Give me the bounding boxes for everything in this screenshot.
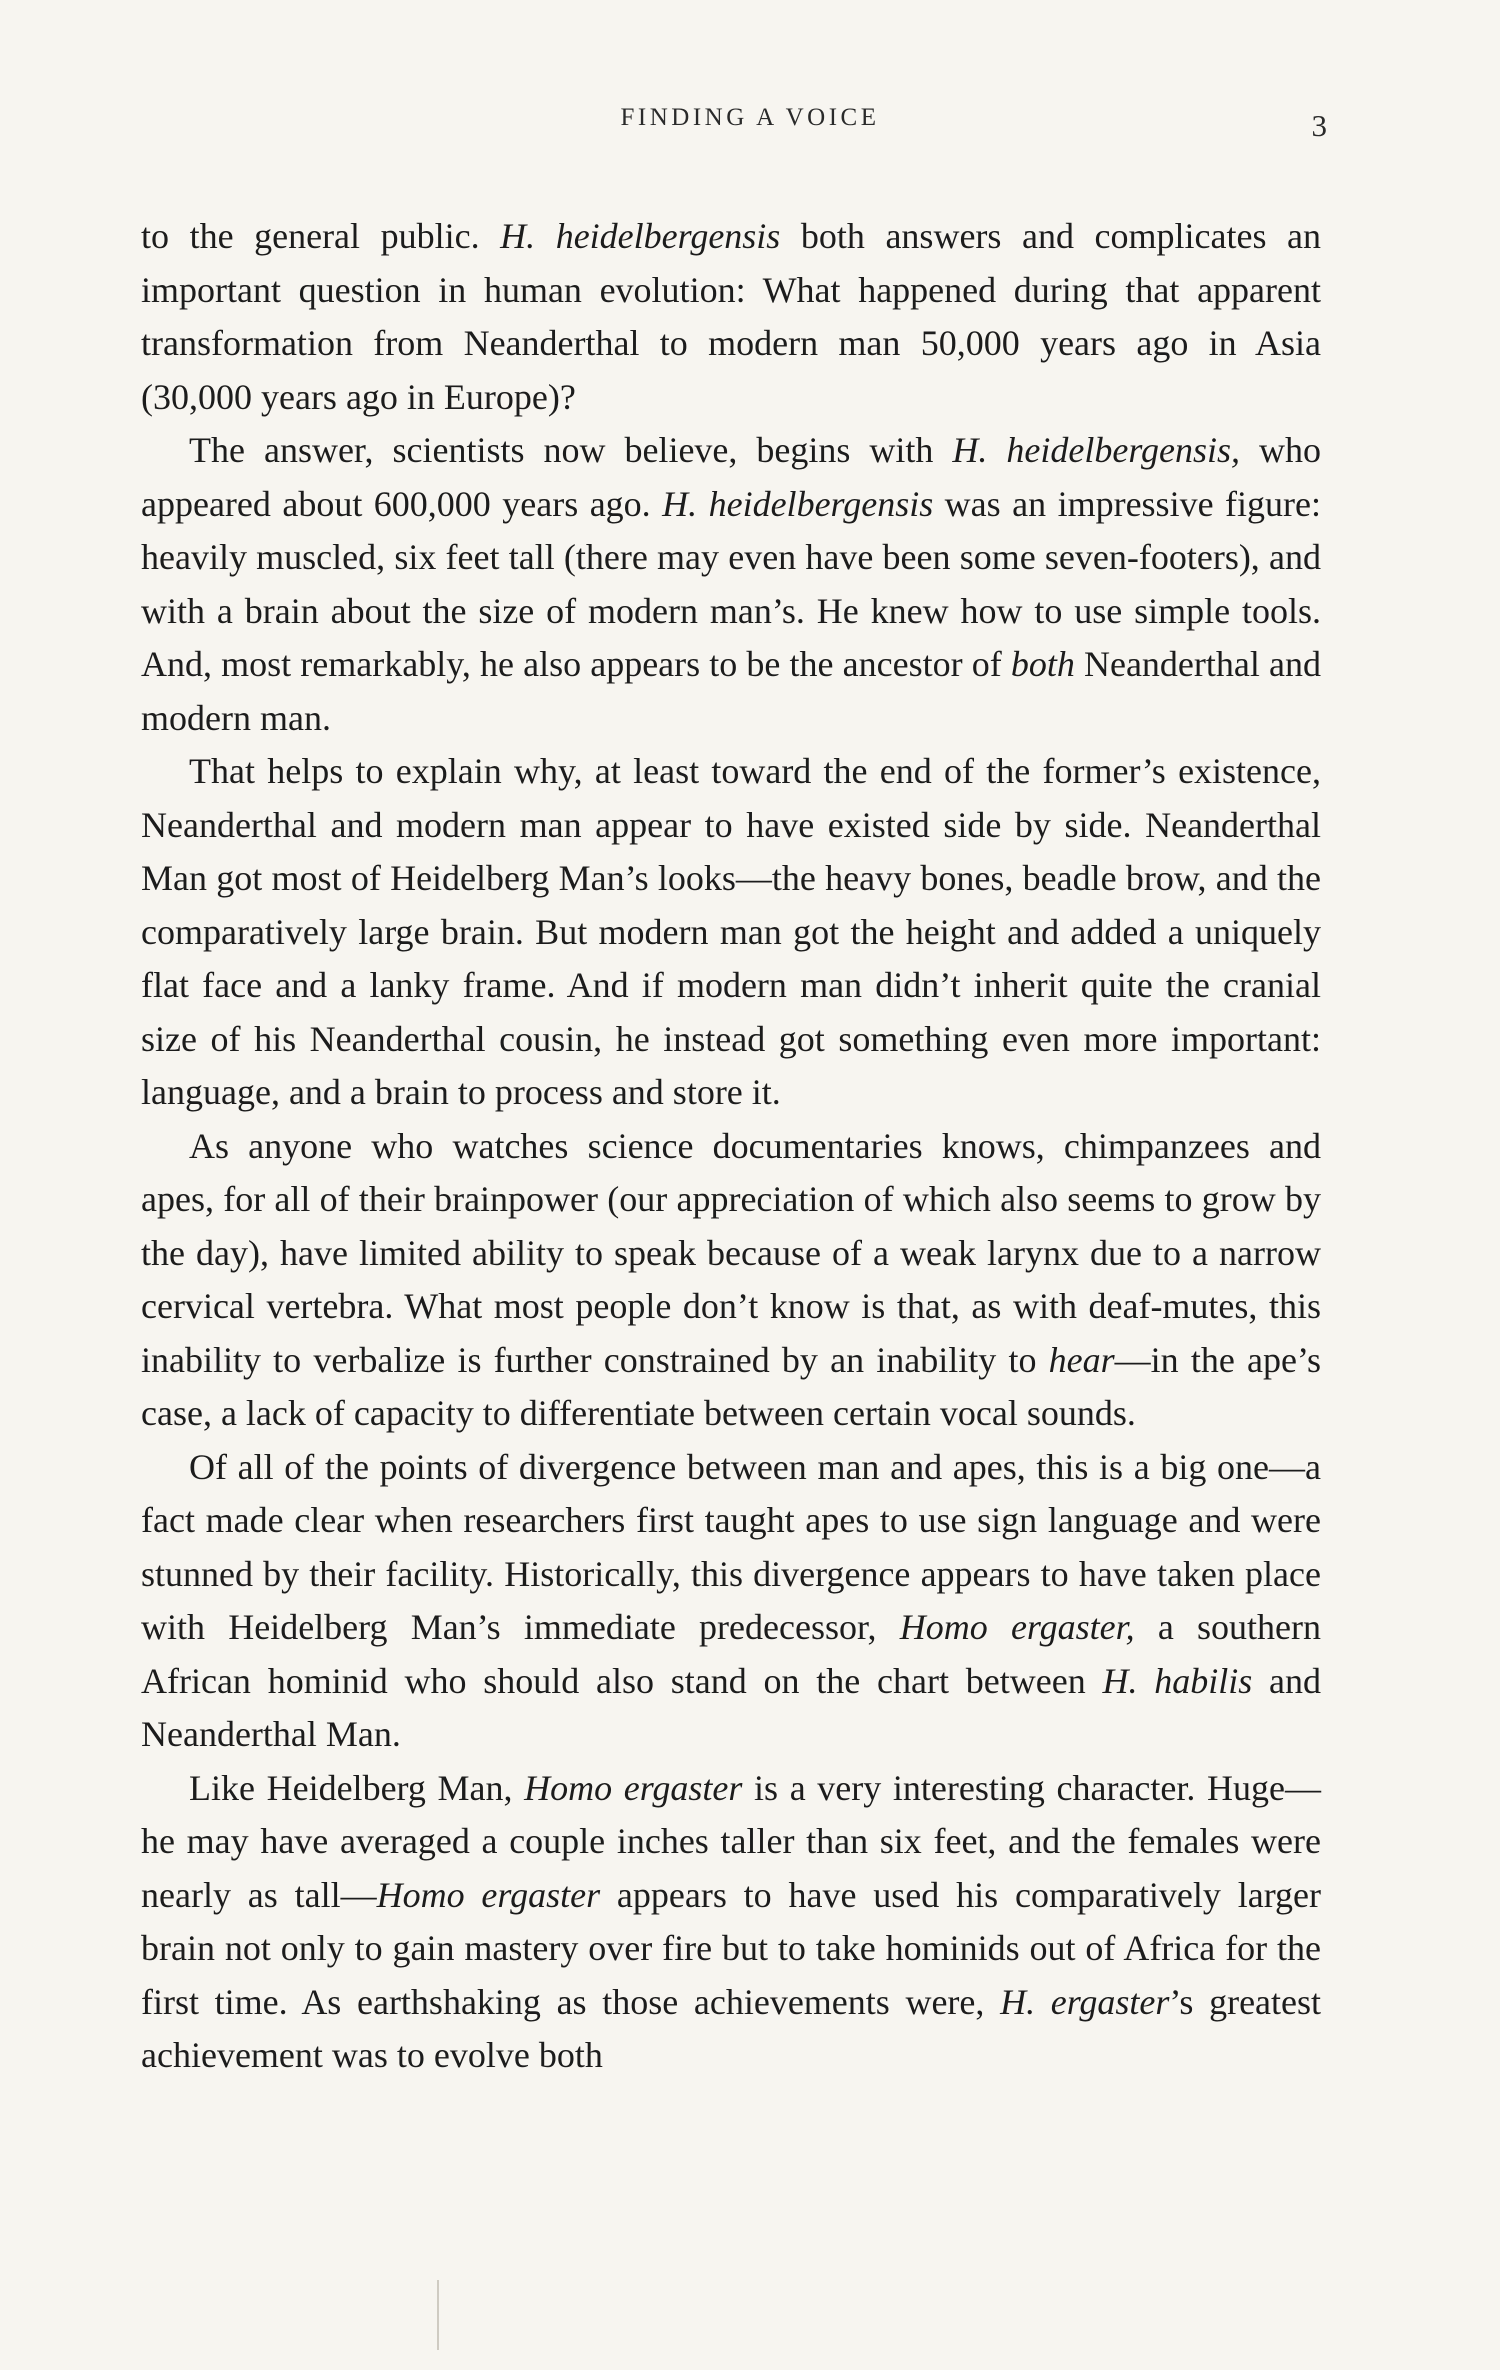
text-run: ’s greatest achievement was to evolve both: [141, 1981, 1322, 2075]
paragraph: [141, 424, 1321, 745]
text-run: As anyone who watches science documentaries knows, chimpanzees and apes, for all of their brainpower (our appreciation of which also seems to grow by the day), have limited ability to speak because of a weak larynx due to a narrow cervical vertebra. What most people don’t know is that, as with deaf-mutes, this inability to verbalize is further constrained by an inability to: [141, 1125, 1321, 1380]
text-run: Like Heidelberg Man,: [189, 1767, 525, 1808]
text-run: who appeared about 600,000 years ago.: [141, 430, 1321, 524]
italic-text: H. heidelbergensis: [500, 216, 781, 256]
body-text: [141, 210, 1321, 2083]
text-run: —in the ape’s case, a lack of capacity to differentiate between certain vocal sounds.: [141, 1339, 1322, 1433]
paragraph: [141, 1762, 1321, 2083]
paragraph: [141, 1120, 1321, 1441]
italic-text: Homo ergaster,: [899, 1607, 1135, 1647]
italic-text: both: [1010, 644, 1075, 684]
italic-text: H. habilis: [1102, 1660, 1253, 1701]
text-run: is a very interesting character. Huge—he may have averaged a couple inches taller than six feet, and the females were nearly as tall—: [141, 1767, 1321, 1915]
italic-text: H. heidelbergensis,: [952, 430, 1240, 470]
text-run: was an impressive figure: heavily muscled, six feet tall (there may even have been some seven-footers), and with a brain about the size of modern man’s. He knew how to use simple tools. And, most remarkably, he also appears to be the ancestor of: [141, 483, 1321, 684]
text-run: to the general public.: [141, 216, 501, 256]
italic-text: hear: [1048, 1339, 1115, 1380]
italic-text: H. heidelbergensis: [662, 483, 934, 524]
text-run: The answer, scientists now believe, begins with: [189, 430, 953, 470]
text-run: Of all of the points of divergence between man and apes, this is a big one—a fact made clear when researchers first taught apes to use sign language and were stunned by their facility. Historically, this divergence appears to have taken place with Heidelberg Man’s immediate predecessor,: [141, 1446, 1321, 1647]
scan-artifact-line: [437, 2280, 439, 2350]
paragraph: [141, 1441, 1321, 1762]
italic-text: Homo ergaster: [376, 1874, 601, 1915]
paragraph: [141, 210, 1321, 424]
text-run: and Neanderthal Man.: [141, 1660, 1321, 1754]
italic-text: Homo ergaster: [524, 1767, 743, 1808]
running-head: FINDING A VOICE: [620, 104, 880, 131]
text-run: a southern African hominid who should also stand on the chart between: [141, 1607, 1321, 1701]
text-run: Neanderthal and modern man.: [141, 644, 1321, 738]
page-number: 3: [1311, 108, 1327, 143]
text-run: appears to have used his comparatively larger brain not only to gain mastery over fire but to take hominids out of Africa for the first time. As earthshaking as those achievements were,: [141, 1874, 1321, 2022]
italic-text: H. ergaster: [1000, 1981, 1170, 2022]
text-run: That helps to explain why, at least toward the end of the former’s existence, Neanderthal and modern man appear to have existed side by side. Neanderthal Man got most of Heidelberg Man’s looks—the heavy bones, beadle brow, and the comparatively large brain. But modern man got the height and added a uniquely flat face and a lanky frame. And if modern man didn’t inherit quite the cranial size of his Neanderthal cousin, he instead got something even more important: language, and a brain to process and store it.: [141, 751, 1321, 1112]
text-run: both answers and complicates an important question in human evolution: What happened during that apparent transformation from Neanderthal to modern man 50,000 years ago in Asia (30,000 years ago in Europe)?: [141, 216, 1321, 417]
paragraph: [141, 745, 1321, 1120]
